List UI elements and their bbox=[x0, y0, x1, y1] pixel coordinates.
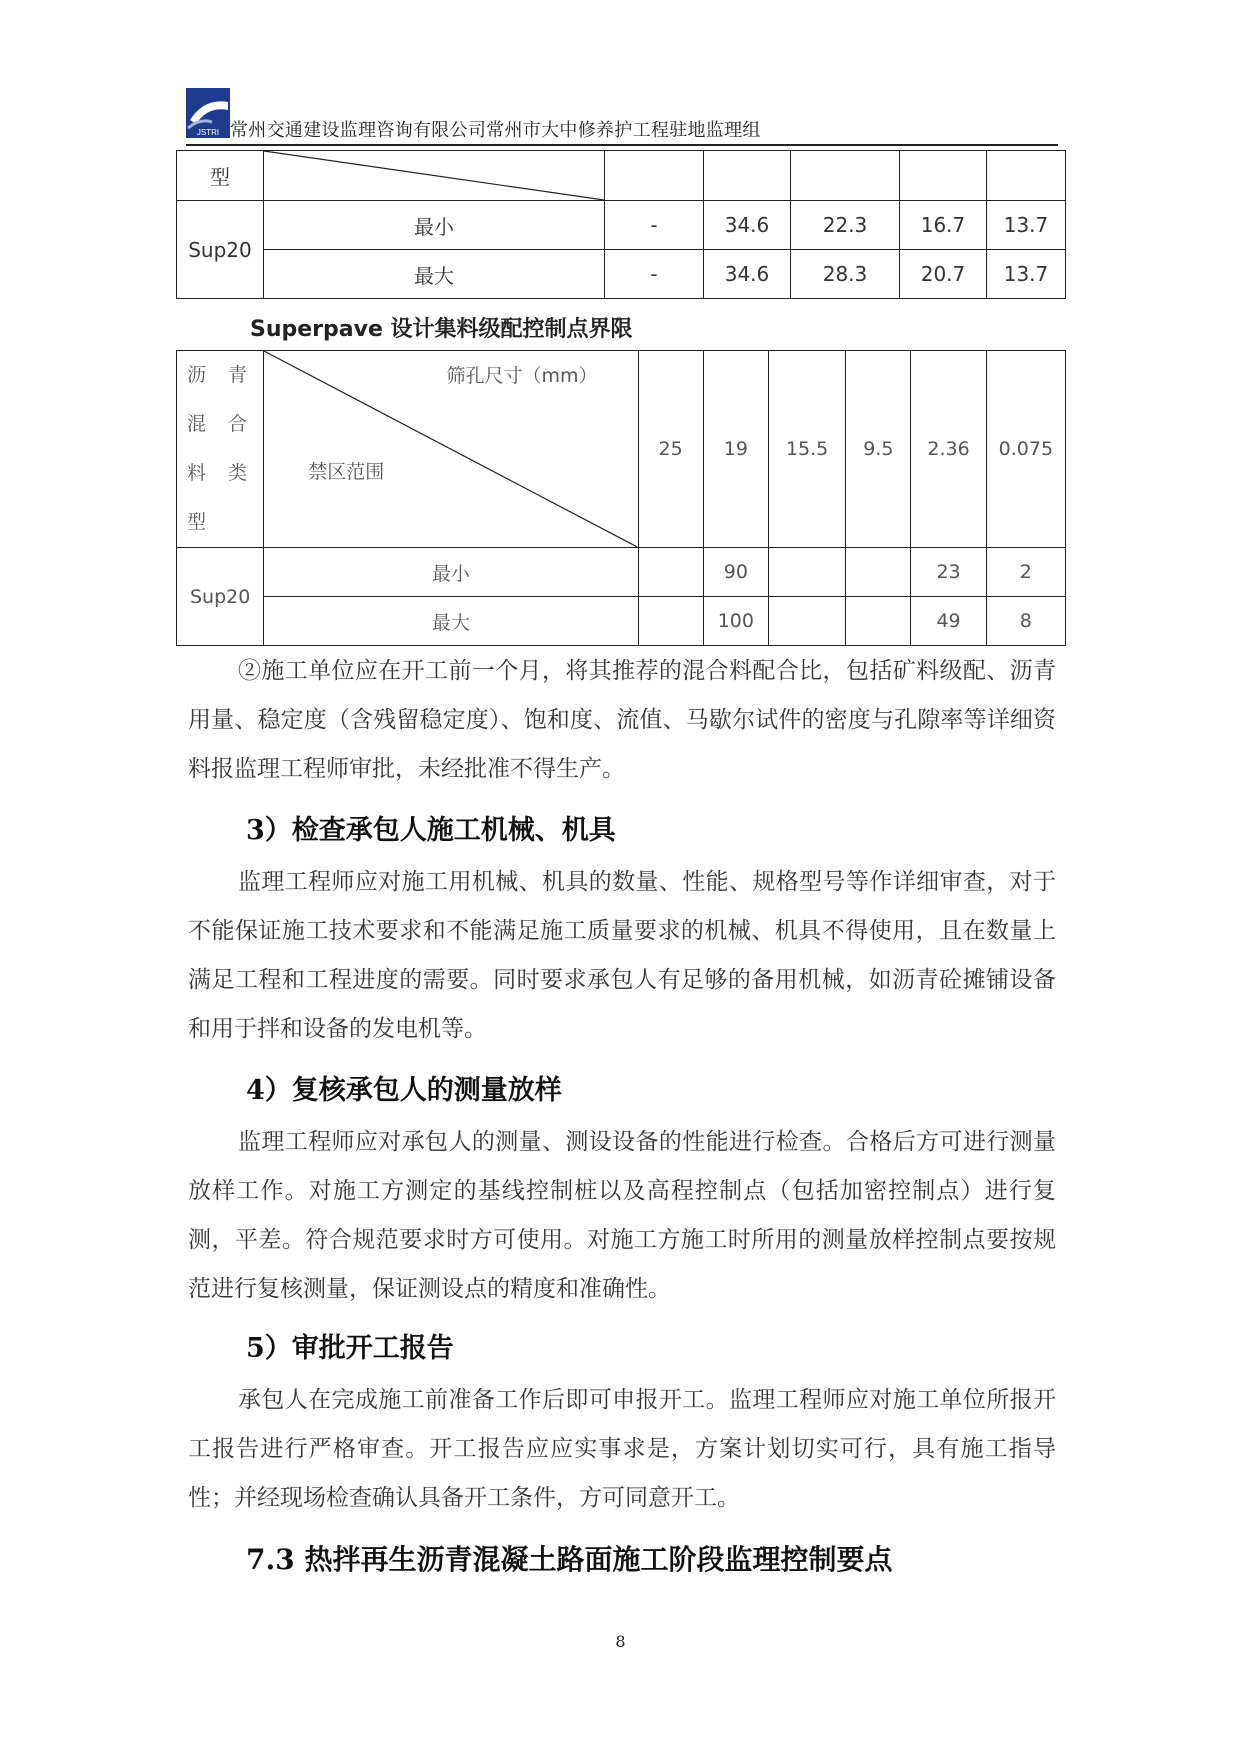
table-cell: 16.7 bbox=[900, 201, 987, 250]
logo-text: JSTRI bbox=[196, 128, 220, 137]
section-title: 7.3 热拌再生沥青混凝土路面施工阶段监理控制要点 bbox=[246, 1543, 893, 1576]
row-label: 最大 bbox=[264, 597, 638, 646]
sieve-size: 19 bbox=[703, 351, 768, 548]
jstri-logo-icon bbox=[186, 88, 230, 138]
mix-type-cell: Sup20 bbox=[177, 201, 264, 299]
sieve-size: 9.5 bbox=[846, 351, 911, 548]
page-number: 8 bbox=[615, 1632, 626, 1651]
sieve-size: 25 bbox=[638, 351, 703, 548]
table-cell bbox=[768, 597, 845, 646]
mix-type-cell: Sup20 bbox=[177, 548, 264, 646]
diagonal-line bbox=[264, 151, 604, 200]
table-cell: 49 bbox=[911, 597, 986, 646]
page-header bbox=[186, 88, 1058, 146]
heading-machinery: 3）检查承包人施工机械、机具 bbox=[246, 815, 616, 846]
table-cell bbox=[846, 548, 911, 597]
row-label: 最大 bbox=[264, 250, 605, 299]
mix-type-header: 沥 青 混 合 料 类 型 bbox=[177, 351, 264, 548]
table-cell: 13.7 bbox=[987, 201, 1066, 250]
sieve-size: 0.075 bbox=[986, 351, 1065, 548]
table-cell: 20.7 bbox=[900, 250, 987, 299]
table-cell bbox=[638, 548, 703, 597]
sieve-size: 15.5 bbox=[768, 351, 845, 548]
row-label: 最小 bbox=[264, 548, 638, 597]
diagonal-header-cell bbox=[264, 351, 638, 548]
heading-survey: 4）复核承包人的测量放样 bbox=[246, 1075, 562, 1106]
table-cell: 28.3 bbox=[791, 250, 900, 299]
table-cell: 90 bbox=[703, 548, 768, 597]
restricted-zone-label: 禁区范围 bbox=[308, 461, 385, 483]
table-cell: 100 bbox=[703, 597, 768, 646]
paragraph-survey: 监理工程师应对承包人的测量、测设设备的性能进行检查。合格后方可进行测量放样工作。对施工方测定的基线控制桩以及高程控制点（包括加密控制点）进行复测，平差。符合规范要求时方可使用。对施工方施工时所用的测量放样控制点要按规范进行复核测量，保证测设点的精度和准确性。 bbox=[188, 1129, 1056, 1302]
table-cell: 2 bbox=[986, 548, 1065, 597]
heading-start-report: 5）审批开工报告 bbox=[246, 1333, 454, 1364]
table-cell: - bbox=[605, 250, 704, 299]
sieve-size: 2.36 bbox=[911, 351, 986, 548]
row-label: 最小 bbox=[264, 201, 605, 250]
paragraph-mix-design: ②施工单位应在开工前一个月，将其推荐的混合料配合比，包括矿料级配、沥青用量、稳定度（含残留稳定度）、饱和度、流值、马歇尔试件的密度与孔隙率等详细资料报监理工程师审批，未经批准不得生产。 bbox=[188, 658, 1056, 782]
table-cell: 34.6 bbox=[704, 201, 791, 250]
header-title: 常州交通建设监理咨询有限公司常州市大中修养护工程驻地监理组 bbox=[230, 120, 761, 141]
table-cell bbox=[638, 597, 703, 646]
table-caption: Superpave 设计集料级配控制点界限 bbox=[250, 317, 633, 342]
table-cell: 13.7 bbox=[987, 250, 1066, 299]
paragraph-machinery: 监理工程师应对施工用机械、机具的数量、性能、规格型号等作详细审查，对于不能保证施工技术要求和不能满足施工质量要求的机械、机具不得使用，且在数量上满足工程和工程进度的需要。同时要求承包人有足够的备用机械，如沥青砼摊铺设备和用于拌和设备的发电机等。 bbox=[188, 869, 1056, 1042]
table-cell: 8 bbox=[986, 597, 1065, 646]
table-cell: 22.3 bbox=[791, 201, 900, 250]
table-cell: 23 bbox=[911, 548, 986, 597]
superpave-control-table bbox=[176, 350, 1066, 646]
table-cell: 34.6 bbox=[704, 250, 791, 299]
table-cell bbox=[846, 597, 911, 646]
table-cell bbox=[768, 548, 845, 597]
diagonal-header-cell bbox=[264, 151, 605, 201]
type-label-cell: 型 bbox=[177, 151, 264, 201]
paragraph-start-report: 承包人在完成施工前准备工作后即可申报开工。监理工程师应对施工单位所报开工报告进行严格审查。开工报告应应实事求是，方案计划切实可行，具有施工指导性；并经现场检查确认具备开工条件，方可同意开工。 bbox=[188, 1387, 1056, 1511]
table-cell: - bbox=[605, 201, 704, 250]
gradation-table-continued bbox=[176, 150, 1066, 299]
sieve-size-label: 筛孔尺寸（mm） bbox=[446, 365, 598, 387]
